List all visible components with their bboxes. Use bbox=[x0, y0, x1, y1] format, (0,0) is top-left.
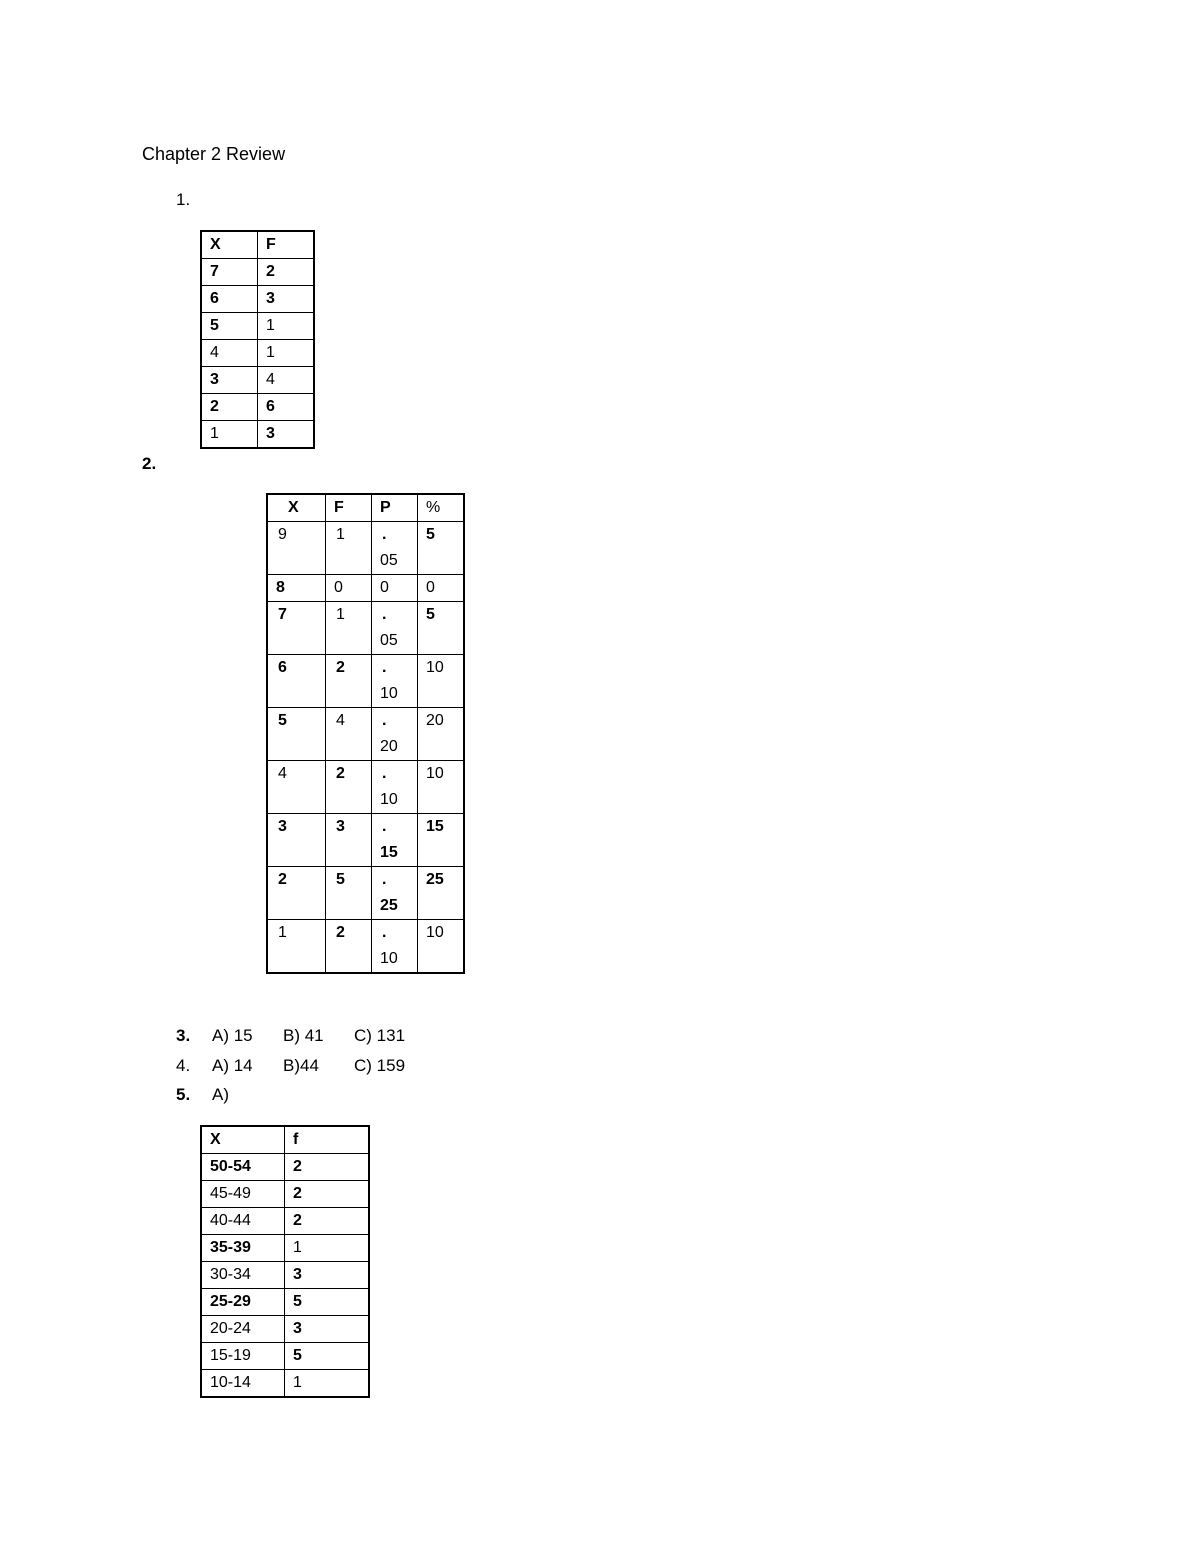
question-5 bbox=[176, 1085, 229, 1105]
header-x: X bbox=[267, 494, 326, 522]
table-row bbox=[267, 814, 464, 867]
cell-percent: 10 bbox=[418, 920, 465, 974]
question-2-table bbox=[266, 493, 465, 974]
question-2-number: 2. bbox=[142, 454, 157, 473]
question-3-answer-c: C) 131 bbox=[354, 1026, 406, 1045]
table-row bbox=[267, 602, 464, 655]
cell-p: . 10 bbox=[372, 761, 418, 814]
header-x: X bbox=[201, 231, 258, 259]
table-row bbox=[267, 761, 464, 814]
cell-f: 3 bbox=[258, 286, 315, 313]
table-row bbox=[267, 575, 464, 602]
cell-p: . 15 bbox=[372, 814, 418, 867]
cell-f: 4 bbox=[326, 708, 372, 761]
table-header-row bbox=[267, 494, 464, 522]
table-row bbox=[201, 1289, 369, 1316]
cell-p: . 10 bbox=[372, 655, 418, 708]
cell-p: . 10 bbox=[372, 920, 418, 974]
header-x: X bbox=[201, 1126, 285, 1154]
cell-f: 1 bbox=[326, 602, 372, 655]
question-1-table bbox=[200, 230, 315, 449]
table-row bbox=[201, 286, 314, 313]
cell-percent: 20 bbox=[418, 708, 465, 761]
cell-p: . 05 bbox=[372, 522, 418, 575]
cell-p: 0 bbox=[372, 575, 418, 602]
cell-x: 3 bbox=[267, 814, 326, 867]
cell-p: . 20 bbox=[372, 708, 418, 761]
page-title: Chapter 2 Review bbox=[142, 144, 286, 164]
question-4-answer-b: B)44 bbox=[283, 1056, 319, 1075]
cell-f: 4 bbox=[258, 367, 315, 394]
cell-x: 6 bbox=[201, 286, 258, 313]
cell-x: 6 bbox=[267, 655, 326, 708]
question-4-answer-a: A) 14 bbox=[212, 1056, 253, 1075]
table-row bbox=[267, 708, 464, 761]
header-percent: % bbox=[418, 494, 465, 522]
header-f: F bbox=[326, 494, 372, 522]
cell-f: 1 bbox=[258, 313, 315, 340]
cell-x: 7 bbox=[201, 259, 258, 286]
cell-x: 4 bbox=[201, 340, 258, 367]
cell-x: 8 bbox=[267, 575, 326, 602]
cell-f: 3 bbox=[285, 1316, 370, 1343]
table-row bbox=[201, 313, 314, 340]
cell-x: 45-49 bbox=[201, 1181, 285, 1208]
cell-p: . 25 bbox=[372, 867, 418, 920]
cell-x: 30-34 bbox=[201, 1262, 285, 1289]
header-f: f bbox=[285, 1126, 370, 1154]
cell-x: 10-14 bbox=[201, 1370, 285, 1398]
cell-f: 1 bbox=[285, 1235, 370, 1262]
question-4 bbox=[176, 1056, 405, 1076]
table-row bbox=[267, 867, 464, 920]
cell-f: 3 bbox=[326, 814, 372, 867]
table-row bbox=[201, 259, 314, 286]
cell-f: 5 bbox=[326, 867, 372, 920]
cell-x: 3 bbox=[201, 367, 258, 394]
cell-f: 2 bbox=[285, 1154, 370, 1181]
cell-x: 7 bbox=[267, 602, 326, 655]
table-row bbox=[201, 1235, 369, 1262]
cell-f: 2 bbox=[326, 655, 372, 708]
cell-percent: 15 bbox=[418, 814, 465, 867]
cell-x: 20-24 bbox=[201, 1316, 285, 1343]
question-5-number: 5. bbox=[176, 1085, 191, 1104]
table-row bbox=[201, 1370, 369, 1398]
cell-x: 2 bbox=[201, 394, 258, 421]
cell-f: 2 bbox=[258, 259, 315, 286]
cell-f: 2 bbox=[326, 920, 372, 974]
cell-x: 4 bbox=[267, 761, 326, 814]
cell-f: 1 bbox=[258, 340, 315, 367]
cell-percent: 5 bbox=[418, 522, 465, 575]
question-4-answer-c: C) 159 bbox=[354, 1056, 406, 1075]
cell-f: 3 bbox=[285, 1262, 370, 1289]
cell-x: 1 bbox=[267, 920, 326, 974]
cell-x: 2 bbox=[267, 867, 326, 920]
table-row bbox=[267, 522, 464, 575]
table-row bbox=[201, 1262, 369, 1289]
table-row bbox=[201, 1316, 369, 1343]
question-3-answer-a: A) 15 bbox=[212, 1026, 253, 1045]
table-row bbox=[201, 1154, 369, 1181]
cell-f: 2 bbox=[285, 1208, 370, 1235]
header-p: P bbox=[372, 494, 418, 522]
cell-x: 50-54 bbox=[201, 1154, 285, 1181]
table-row bbox=[267, 920, 464, 974]
cell-f: 3 bbox=[258, 421, 315, 449]
cell-percent: 10 bbox=[418, 761, 465, 814]
cell-x: 40-44 bbox=[201, 1208, 285, 1235]
cell-p: . 05 bbox=[372, 602, 418, 655]
cell-f: 5 bbox=[285, 1343, 370, 1370]
table-row bbox=[201, 1208, 369, 1235]
table-header-row bbox=[201, 1126, 369, 1154]
cell-percent: 10 bbox=[418, 655, 465, 708]
cell-f: 6 bbox=[258, 394, 315, 421]
cell-x: 1 bbox=[201, 421, 258, 449]
table-row bbox=[201, 421, 314, 449]
table-row bbox=[201, 1181, 369, 1208]
table-row bbox=[201, 340, 314, 367]
cell-f: 2 bbox=[326, 761, 372, 814]
question-5-table bbox=[200, 1125, 370, 1398]
question-5-part-a: A) bbox=[212, 1085, 229, 1104]
cell-x: 5 bbox=[267, 708, 326, 761]
table-header-row bbox=[201, 231, 314, 259]
cell-f: 5 bbox=[285, 1289, 370, 1316]
question-4-number: 4. bbox=[176, 1056, 191, 1075]
cell-percent: 0 bbox=[418, 575, 465, 602]
cell-x: 9 bbox=[267, 522, 326, 575]
cell-x: 35-39 bbox=[201, 1235, 285, 1262]
question-3-answer-b: B) 41 bbox=[283, 1026, 324, 1045]
cell-x: 25-29 bbox=[201, 1289, 285, 1316]
cell-percent: 25 bbox=[418, 867, 465, 920]
question-3 bbox=[176, 1026, 405, 1046]
cell-percent: 5 bbox=[418, 602, 465, 655]
cell-f: 0 bbox=[326, 575, 372, 602]
table-row bbox=[201, 394, 314, 421]
cell-f: 1 bbox=[326, 522, 372, 575]
cell-x: 15-19 bbox=[201, 1343, 285, 1370]
cell-f: 1 bbox=[285, 1370, 370, 1398]
header-f: F bbox=[258, 231, 315, 259]
table-row bbox=[201, 1343, 369, 1370]
table-row bbox=[201, 367, 314, 394]
question-1-number: 1. bbox=[176, 190, 191, 209]
question-3-number: 3. bbox=[176, 1026, 191, 1045]
cell-f: 2 bbox=[285, 1181, 370, 1208]
table-row bbox=[267, 655, 464, 708]
cell-x: 5 bbox=[201, 313, 258, 340]
